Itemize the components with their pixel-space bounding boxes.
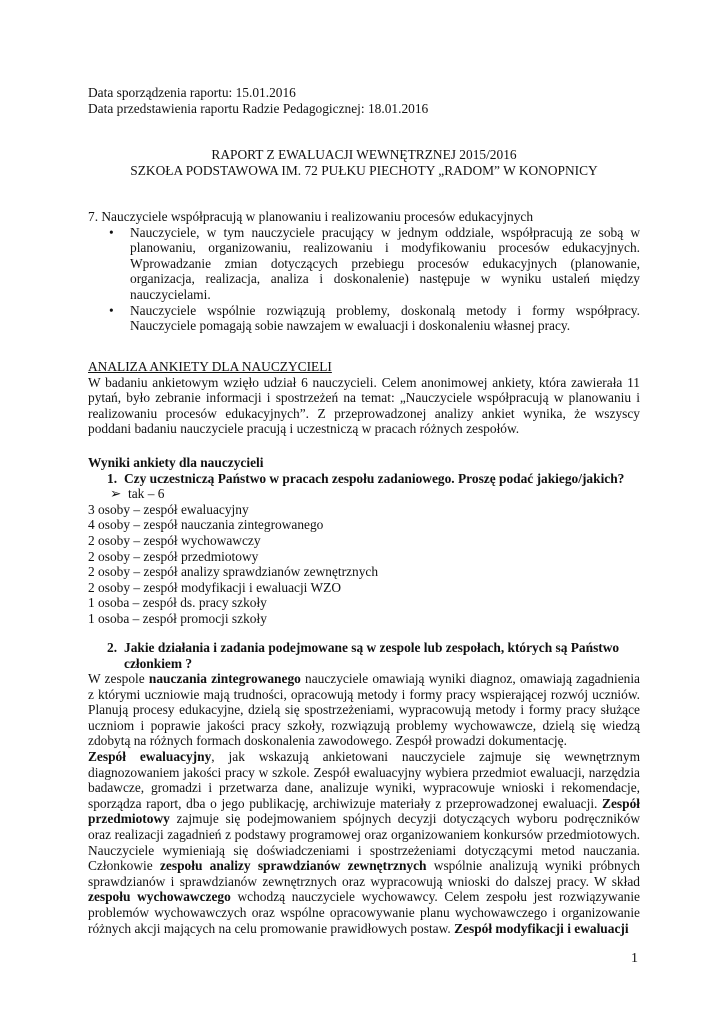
team-item: 4 osoby – zespół nauczania zintegrowanego (88, 517, 324, 533)
question-1: 1. Czy uczestniczą Państwo w pracach zespołu zadaniowego. Proszę podać jakiego/jakich? (107, 470, 625, 486)
date-prepared: Data sporządzenia raportu: 15.01.2016 (88, 85, 296, 100)
team-item: 2 osoby – zespół analizy sprawdzianów zewnętrznych (88, 564, 379, 580)
title-line-1: RAPORT Z EWALUACJI WEWNĘTRZNEJ 2015/2016 (211, 147, 517, 162)
body-text (88, 671, 640, 936)
question-2: 2. Jakie działania i zadania podejmowane są w zespole lub zespołach, których są Państwo członkiem ? (107, 640, 620, 671)
bullet-icon: • (109, 302, 114, 318)
report-title (88, 147, 640, 178)
results-heading: Wyniki ankiety dla nauczycieli (88, 455, 264, 470)
section-7-bullets (88, 225, 640, 334)
team-item: 1 osoba – zespół ds. pracy szkoły (88, 595, 267, 611)
bullet-item: • Nauczyciele wspólnie rozwiązują problemy, doskonalą metody i formy współpracy. Nauczyciele pomagają sobie nawzajem w ewaluacji i doskonaleniu własnej pracy. (109, 302, 640, 334)
section-7-heading: 7. Nauczyciele współpracują w planowaniu i realizowaniu procesów edukacyjnych (88, 209, 534, 224)
paragraph-zintegrowany: W zespole nauczania zintegrowanego nauczyciele omawiają wyniki diagnoz, omawiają zagadnienia z którymi uczniowie mają trudności, opracowują metody i formy pracy wspierającej rozwój uczniów. Planują procesy edukacyjne, dzielą się spostrzeżeniami, wypracowują metody i formy pracy służące uczniom i poprawie jakości pracy szkoły, rozwiązują problemy wychowawcze, dzielą się wiedzą zdobytą na różnych formach doskonalenia zawodowego. Zespół prowadzi dokumentację. (88, 671, 640, 749)
title-line-2: SZKOŁA PODSTAWOWA IM. 72 PUŁKU PIECHOTY „RADOM” W KONOPNICY (130, 162, 598, 178)
analysis-heading: ANALIZA ANKIETY DLA NAUCZYCIELI (88, 359, 332, 374)
team-item: 1 osoba – zespół promocji szkoły (88, 610, 267, 626)
date-presented: Data przedstawienia raportu Radzie Pedagogicznej: 18.01.2016 (88, 100, 429, 116)
team-item: 2 osoby – zespół modyfikacji i ewaluacji WZO (88, 579, 341, 595)
page-number: 1 (631, 951, 638, 966)
section-7 (88, 209, 640, 334)
team-item: 2 osoby – zespół przedmiotowy (88, 548, 259, 564)
team-item: 2 osoby – zespół wychowawczy (88, 532, 261, 548)
arrow-bullet-icon: ➢ (110, 486, 122, 502)
team-item: 3 osoby – zespół ewaluacyjny (88, 501, 249, 517)
bullet-item: • Nauczyciele, w tym nauczyciele pracujący w jednym oddziale, współpracują ze sobą w planowaniu, organizowaniu, realizowaniu i modyfikowaniu procesów edukacyjnych. Wprowadzanie zmian dotyczących przebiegu procesów edukacyjnych (planowanie, organizacja, realizacja, analiza i doskonalenie) następuje w wyniku ustaleń między nauczycielami. (109, 224, 640, 302)
bullet-icon: • (109, 224, 114, 240)
report-header (88, 85, 648, 116)
paragraph-zespoly: Zespół ewaluacyjny, jak wskazują ankietowani nauczyciele zajmuje się wewnętrznym diagnozowaniem jakości pracy w szkole. Zespół ewaluacyjny wybiera przedmiot ewaluacji, narzędzia badawcze, gromadzi i przetwarza dane, analizuje wyniki, wypracowuje wnioski i rekomendacje, sporządza raport, dba o jego publikację, archiwizuje materiały z przeprowadzonej ewaluacji. Zespół przedmiotowy zajmuje się podejmowaniem spójnych decyzji dotyczących wyboru podręczników oraz realizacji zagadnień z podstawy programowej oraz organizowaniem konkursów przedmiotowych. Nauczyciele wymieniają się doświadczeniami i spostrzeżeniami dotyczącymi metod nauczania. Członkowie zespołu analizy sprawdzianów zewnętrznych wspólnie analizują wyniki próbnych sprawdzianów i sprawdzianów zewnętrznych oraz wypracowują wnioski do dalszej pracy. W skład zespołu wychowawczego wchodzą nauczyciele wychowawcy. Celem zespołu jest rozwiązywanie problemów wychowawczych oraz wspólne opracowywanie planu wychowawczego i organizowanie różnych akcji mających na celu promowanie prawidłowych postaw. Zespół modyfikacji i ewaluacji (88, 748, 641, 936)
results-section (88, 455, 640, 627)
question-1-answer: ➢ tak – 6 (110, 486, 165, 502)
analysis-section (88, 359, 640, 437)
analysis-intro: W badaniu ankietowym wzięło udział 6 nauczycieli. Celem anonimowej ankiety, która zawierała 11 pytań, było zebranie informacji i spostrzeżeń na temat: „Nauczyciele współpracują w planowaniu i realizowaniu procesów edukacyjnych”. Z przeprowadzonej analizy ankiet wynika, że wszyscy poddani badaniu nauczyciele pracują i uczestniczą w pracach różnych zespołów. (88, 374, 640, 437)
teams-list (88, 502, 640, 627)
